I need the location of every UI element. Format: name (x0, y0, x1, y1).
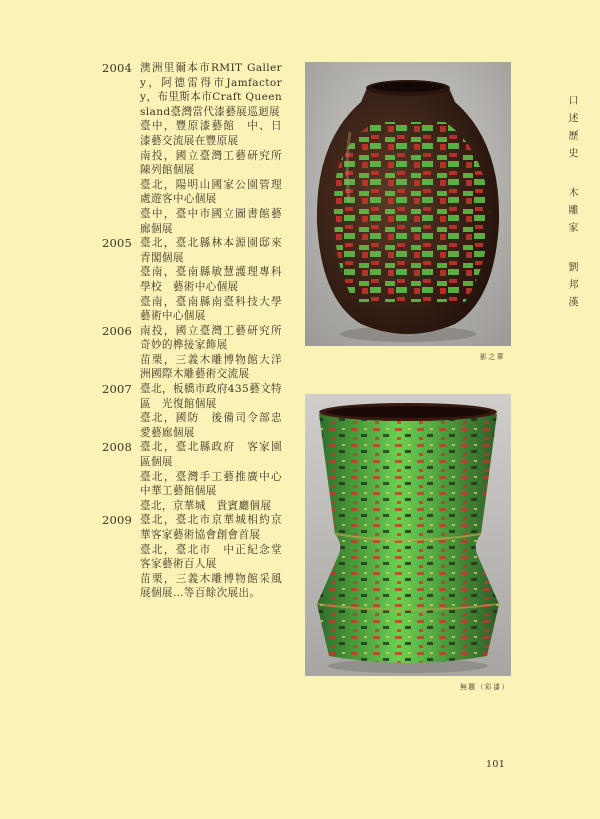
page-number: 101 (486, 759, 506, 770)
event-list (140, 382, 282, 440)
running-header-series: 口述歷史 (566, 95, 577, 165)
event-item: 臺北，陽明山國家公園管理處遊客中心個展 (140, 178, 282, 206)
event-list (140, 236, 282, 324)
event-item: 臺北，臺北縣政府 客家園區個展 (140, 441, 282, 469)
year-entry (102, 440, 293, 513)
event-item: 臺北，京華城 貴賓廳個展 (140, 499, 272, 512)
event-item: 臺北，臺北縣林本源園邸來青閣個展 (140, 237, 282, 264)
running-header-subject: 木雕家 (566, 187, 577, 240)
event-item: 臺北，國防 後備司令部忠愛藝廊個展 (140, 412, 282, 439)
event-item: 臺北，板橋市政府435藝文特區 光復館個展 (140, 383, 282, 410)
event-item: 臺中，臺中市國立圖書館藝廊個展 (140, 207, 282, 235)
photo-caption: 無題（彩漆） (460, 683, 510, 691)
photo-caption: 影之華 (480, 353, 505, 361)
photo-shadow-blossom-vase (305, 62, 511, 346)
event-item: 臺北，臺灣手工藝推廣中心 中華工藝館個展 (140, 470, 293, 498)
year-entry (102, 61, 293, 236)
event-item: 苗栗，三義木雕博物館采風展個展…等百餘次展出。 (140, 572, 282, 600)
year-label: 2004 (102, 61, 133, 75)
event-item: 臺南，臺南縣敏慧護理專科學校 藝術中心個展 (140, 266, 282, 293)
event-item: 臺中，豐原漆藝館 中、日漆藝交流展在豐原展 (140, 120, 282, 147)
event-list (140, 513, 282, 601)
year-label: 2008 (102, 440, 133, 455)
running-header-name: 劉邦漢 (566, 261, 577, 314)
event-item: 苗栗，三義木雕博物館大洋洲國際木雕藝術交流展 (140, 353, 282, 381)
year-entry (102, 513, 284, 601)
event-item: 臺北，臺北市京華城相約京華客家藝術協會創會首展 (140, 514, 282, 541)
lacquer-vase-red-green-icon (305, 62, 511, 346)
event-item: 南投，國立臺灣工藝研究所 陳列館個展 (140, 149, 293, 177)
running-header (565, 95, 577, 314)
event-list (140, 440, 293, 513)
photo-untitled-vessel (305, 394, 511, 676)
event-list (140, 324, 282, 382)
year-entry (102, 236, 284, 324)
event-item: 臺南，臺南縣南臺科技大學藝術中心個展 (140, 295, 282, 323)
year-entry (102, 382, 284, 440)
event-item: 臺北，臺北市 中正紀念堂客家藝術百人展 (140, 543, 282, 571)
exhibition-chronology (102, 61, 293, 601)
year-entry (102, 324, 284, 382)
year-label: 2006 (102, 323, 133, 338)
year-label: 2009 (102, 513, 133, 528)
year-label: 2007 (102, 382, 133, 397)
year-label: 2005 (102, 236, 133, 251)
event-list (140, 61, 293, 236)
event-item: 南投，國立臺灣工藝研究所奇妙的榫接家飾展 (140, 324, 282, 352)
lacquer-vessel-green-red-icon (305, 394, 511, 676)
event-item: 澳洲里爾本市RMIT Gallery，阿德雷得市Jamfactory，布里斯本市Craft Queensland臺灣當代漆藝展巡迴展 (140, 62, 282, 118)
